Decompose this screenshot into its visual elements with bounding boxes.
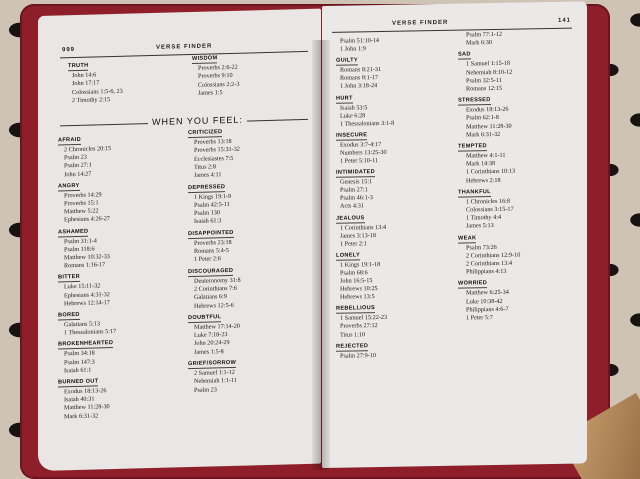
left-page (38, 9, 321, 471)
verse-reference: James 1:5-8 (194, 347, 224, 356)
section-heading: CRITICIZED (188, 129, 223, 137)
section-heading: JEALOUS (336, 214, 365, 222)
verse-reference: Psalm 34:18 (64, 349, 95, 358)
verse-reference: Ecclesiastes 7:5 (194, 154, 234, 163)
verse-reference: Romans 5:4-5 (194, 247, 229, 255)
verse-reference: Matthew 10:32-33 (64, 253, 110, 262)
verse-reference: 1 Peter 2:6 (194, 255, 221, 264)
verse-reference: Matthew 6:25-34 (466, 289, 509, 297)
verse-reference: 1 John 1:9 (340, 45, 366, 53)
verse-reference: 2 Corinthians 12:9-10 (466, 251, 521, 260)
verse-reference: Psalm 32:5-11 (466, 76, 502, 85)
verse-reference: 2 Corinthians 13:4 (466, 259, 513, 268)
verse-reference: Matthew 4:1-11 (466, 151, 506, 160)
verse-reference: 1 Peter 2:1 (340, 239, 367, 248)
verse-reference: Isaiah 53:5 (340, 103, 368, 112)
verse-reference: Hebrews 13:5 (340, 293, 375, 301)
section-heading: BROKENHEARTED (58, 340, 114, 348)
verse-reference: Proverbs 15:1 (64, 199, 99, 208)
section-heading: INSECURE (336, 132, 368, 139)
verse-reference: Hebrews 10:25 (340, 285, 378, 293)
verse-reference: Psalm 77:1-12 (466, 30, 502, 39)
verse-reference: James 3:13-18 (340, 231, 376, 240)
header-rule (332, 28, 572, 33)
section-heading: REBELLIOUS (336, 305, 376, 313)
verse-reference: Exodus 3:7-4:17 (340, 140, 382, 149)
section-heading: LONELY (336, 252, 360, 259)
verse-reference: James 5:13 (466, 222, 494, 230)
section-heading: BITTER (58, 274, 80, 281)
section-heading: BURNED OUT (58, 378, 99, 386)
section-heading: ASHAMED (58, 228, 89, 236)
section-heading: REJECTED (336, 342, 369, 350)
verse-reference: 1 Samuel 15:22-23 (340, 314, 388, 322)
verse-reference: 2 Corinthians 7:6 (194, 284, 237, 293)
verse-reference: Matthew 17:14-20 (194, 322, 240, 331)
verse-reference: John 16:5-15 (340, 277, 373, 285)
section-heading: WORRIED (458, 280, 488, 288)
section-heading: GUILTY (336, 57, 358, 64)
verse-reference: Psalm 23 (64, 153, 87, 162)
verse-reference: Luke 10:38-42 (466, 297, 503, 306)
section-heading: TEMPTED (458, 143, 487, 150)
verse-reference: Nehemiah 1:1-11 (194, 377, 237, 386)
section-heading: SAD (458, 51, 471, 59)
section-heading: STRESSED (458, 97, 491, 104)
verse-reference: Mark 14:38 (466, 160, 496, 168)
verse-reference: Acts 4:31 (340, 202, 364, 211)
verse-reference: Deuteronomy 31:8 (194, 276, 241, 285)
verse-reference: Luke 7:18-23 (194, 331, 228, 340)
verse-reference: Hebrews 12:14-17 (64, 298, 110, 308)
verse-reference: Matthew 11:28-30 (466, 122, 512, 131)
verse-reference: Proverbs 9:10 (198, 72, 233, 81)
when-you-feel-banner: WHEN YOU FEEL: (148, 115, 247, 128)
verse-reference: Numbers 13:25-30 (340, 148, 387, 157)
verse-reference: Psalm 27:1 (340, 186, 368, 194)
verse-reference: Romans 8:21-31 (340, 66, 382, 74)
verse-reference: Hebrews 12:5-6 (194, 301, 234, 310)
right-page-header: VERSE FINDER (392, 19, 449, 27)
verse-reference: Isaiah 40:31 (64, 395, 95, 404)
verse-reference: Matthew 5:22 (64, 207, 99, 216)
verse-reference: Psalm 118:6 (64, 245, 95, 254)
verse-reference: Psalm 51:10-14 (340, 37, 380, 45)
verse-reference: Isaiah 61:3 (194, 217, 222, 226)
verse-reference: Proverbs 13:18 (194, 137, 232, 146)
section-heading: BORED (58, 311, 80, 319)
verse-reference: Nehemiah 8:10-12 (466, 68, 513, 77)
verse-reference: Galatians 5:13 (64, 320, 100, 329)
book-gutter (312, 40, 330, 470)
verse-reference: 2 Chronicles 20:15 (64, 145, 112, 154)
verse-reference: Psalm 46:1-3 (340, 194, 373, 202)
verse-reference: Proverbs 23:18 (194, 238, 232, 247)
section-heading: THANKFUL (458, 188, 491, 196)
right-page (322, 1, 587, 468)
verse-reference: Psalm 31:1-4 (64, 237, 97, 245)
verse-reference: Mark 6:31-32 (64, 412, 99, 420)
verse-reference: Proverbs 2:6-22 (198, 63, 238, 72)
section-heading: INTIMIDATED (336, 169, 375, 176)
verse-reference: Psalm 147:3 (64, 358, 95, 366)
verse-reference: Ephesians 4:26-27 (64, 215, 110, 224)
left-page-header: VERSE FINDER (156, 43, 213, 51)
section-heading: ANGRY (58, 182, 80, 190)
verse-reference: 1 Peter 5:7 (466, 314, 493, 322)
verse-reference: Galatians 6:9 (194, 293, 227, 302)
section-heading: WEAK (458, 234, 477, 242)
verse-reference: Hebrews 2:18 (466, 176, 501, 185)
verse-reference: Psalm 27:1 (64, 161, 92, 170)
verse-reference: John 20:24-29 (194, 339, 230, 348)
verse-reference: Philippians 4:6-7 (466, 305, 509, 314)
verse-reference: 1 Thessalonians 3:1-8 (340, 119, 395, 128)
verse-reference: Isaiah 61:1 (64, 366, 92, 375)
left-page-number: 999 (62, 47, 76, 54)
verse-reference: 1 John 3:18-24 (340, 82, 378, 91)
verse-reference: John 17:17 (72, 79, 100, 88)
verse-reference: Psalm 62:1-8 (466, 114, 499, 122)
verse-reference: Proverbs 14:29 (64, 191, 102, 200)
verse-reference: Luke 6:28 (340, 111, 366, 120)
verse-reference: Psalm 68:6 (340, 269, 368, 277)
verse-reference: Romans 1:16-17 (64, 261, 106, 270)
verse-reference: Colossians 2:2-3 (198, 80, 240, 89)
verse-reference: Mark 6:30 (466, 39, 492, 47)
verse-reference: Colossians 1:5-6, 23 (72, 87, 123, 96)
verse-reference: 1 Thessalonians 5:17 (64, 328, 117, 337)
header-rule (60, 51, 308, 58)
verse-reference: Ephesians 4:31-32 (64, 290, 110, 299)
section-heading: DISCOURAGED (188, 267, 234, 275)
section-heading: WISDOM (192, 55, 218, 62)
verse-reference: Titus 2:8 (194, 163, 216, 171)
verse-reference: 2 Timothy 2:15 (72, 96, 111, 105)
verse-reference: 1 Kings 19:1-18 (340, 260, 381, 269)
verse-reference: 1 Corinthians 10:13 (466, 168, 516, 176)
verse-reference: James 4:11 (194, 171, 222, 180)
verse-reference: 1 Corinthians 13:4 (340, 223, 387, 232)
verse-reference: John 14:6 (72, 71, 97, 80)
verse-reference: 1 Peter 5:10-11 (340, 157, 378, 165)
verse-reference: Psalm 27:9-10 (340, 351, 376, 360)
section-heading: DEPRESSED (188, 183, 226, 191)
verse-reference: Philippians 4:13 (466, 267, 507, 276)
verse-reference: Psalm 130 (194, 209, 220, 218)
verse-reference: 1 Kings 19:1-9 (194, 192, 232, 201)
verse-reference: Psalm 73:26 (466, 243, 497, 252)
section-heading: HURT (336, 94, 353, 102)
section-heading: DOUBTFUL (188, 314, 222, 321)
verse-reference: Exodus 18:13-26 (64, 387, 107, 396)
verse-reference: Matthew 11:28-30 (64, 403, 110, 412)
section-heading: TRUTH (68, 62, 89, 70)
verse-reference: Exodus 18:13-26 (466, 105, 509, 114)
section-heading: DISAPPOINTED (188, 229, 234, 237)
verse-reference: 1 Samuel 1:15-18 (466, 60, 510, 68)
section-heading: GRIEF/SORROW (188, 359, 237, 368)
verse-reference: Luke 15:11-32 (64, 282, 101, 291)
verse-reference: Titus 1:10 (340, 330, 366, 339)
verse-reference: John 14:27 (64, 170, 92, 178)
section-heading: AFRAID (58, 136, 81, 144)
verse-reference: James 1:5 (198, 89, 223, 97)
verse-reference: Colossians 3:15-17 (466, 205, 514, 214)
verse-reference: 1 Timothy 4:4 (466, 214, 502, 222)
right-page-number: 141 (558, 17, 572, 24)
verse-reference: Proverbs 27:12 (340, 322, 378, 331)
verse-reference: Mark 6:31-32 (466, 130, 501, 139)
verse-reference: Proverbs 15:31-32 (194, 146, 240, 155)
verse-reference: Romans 12:15 (466, 84, 502, 93)
verse-reference: 2 Samuel 1:1-12 (194, 368, 235, 377)
verse-reference: Romans 8:1-17 (340, 74, 378, 82)
verse-reference: Genesis 15:1 (340, 178, 373, 186)
verse-reference: 1 Chronicles 16:8 (466, 197, 510, 206)
verse-reference: Psalm 23 (194, 385, 217, 394)
verse-reference: Psalm 42:5-11 (194, 200, 230, 209)
